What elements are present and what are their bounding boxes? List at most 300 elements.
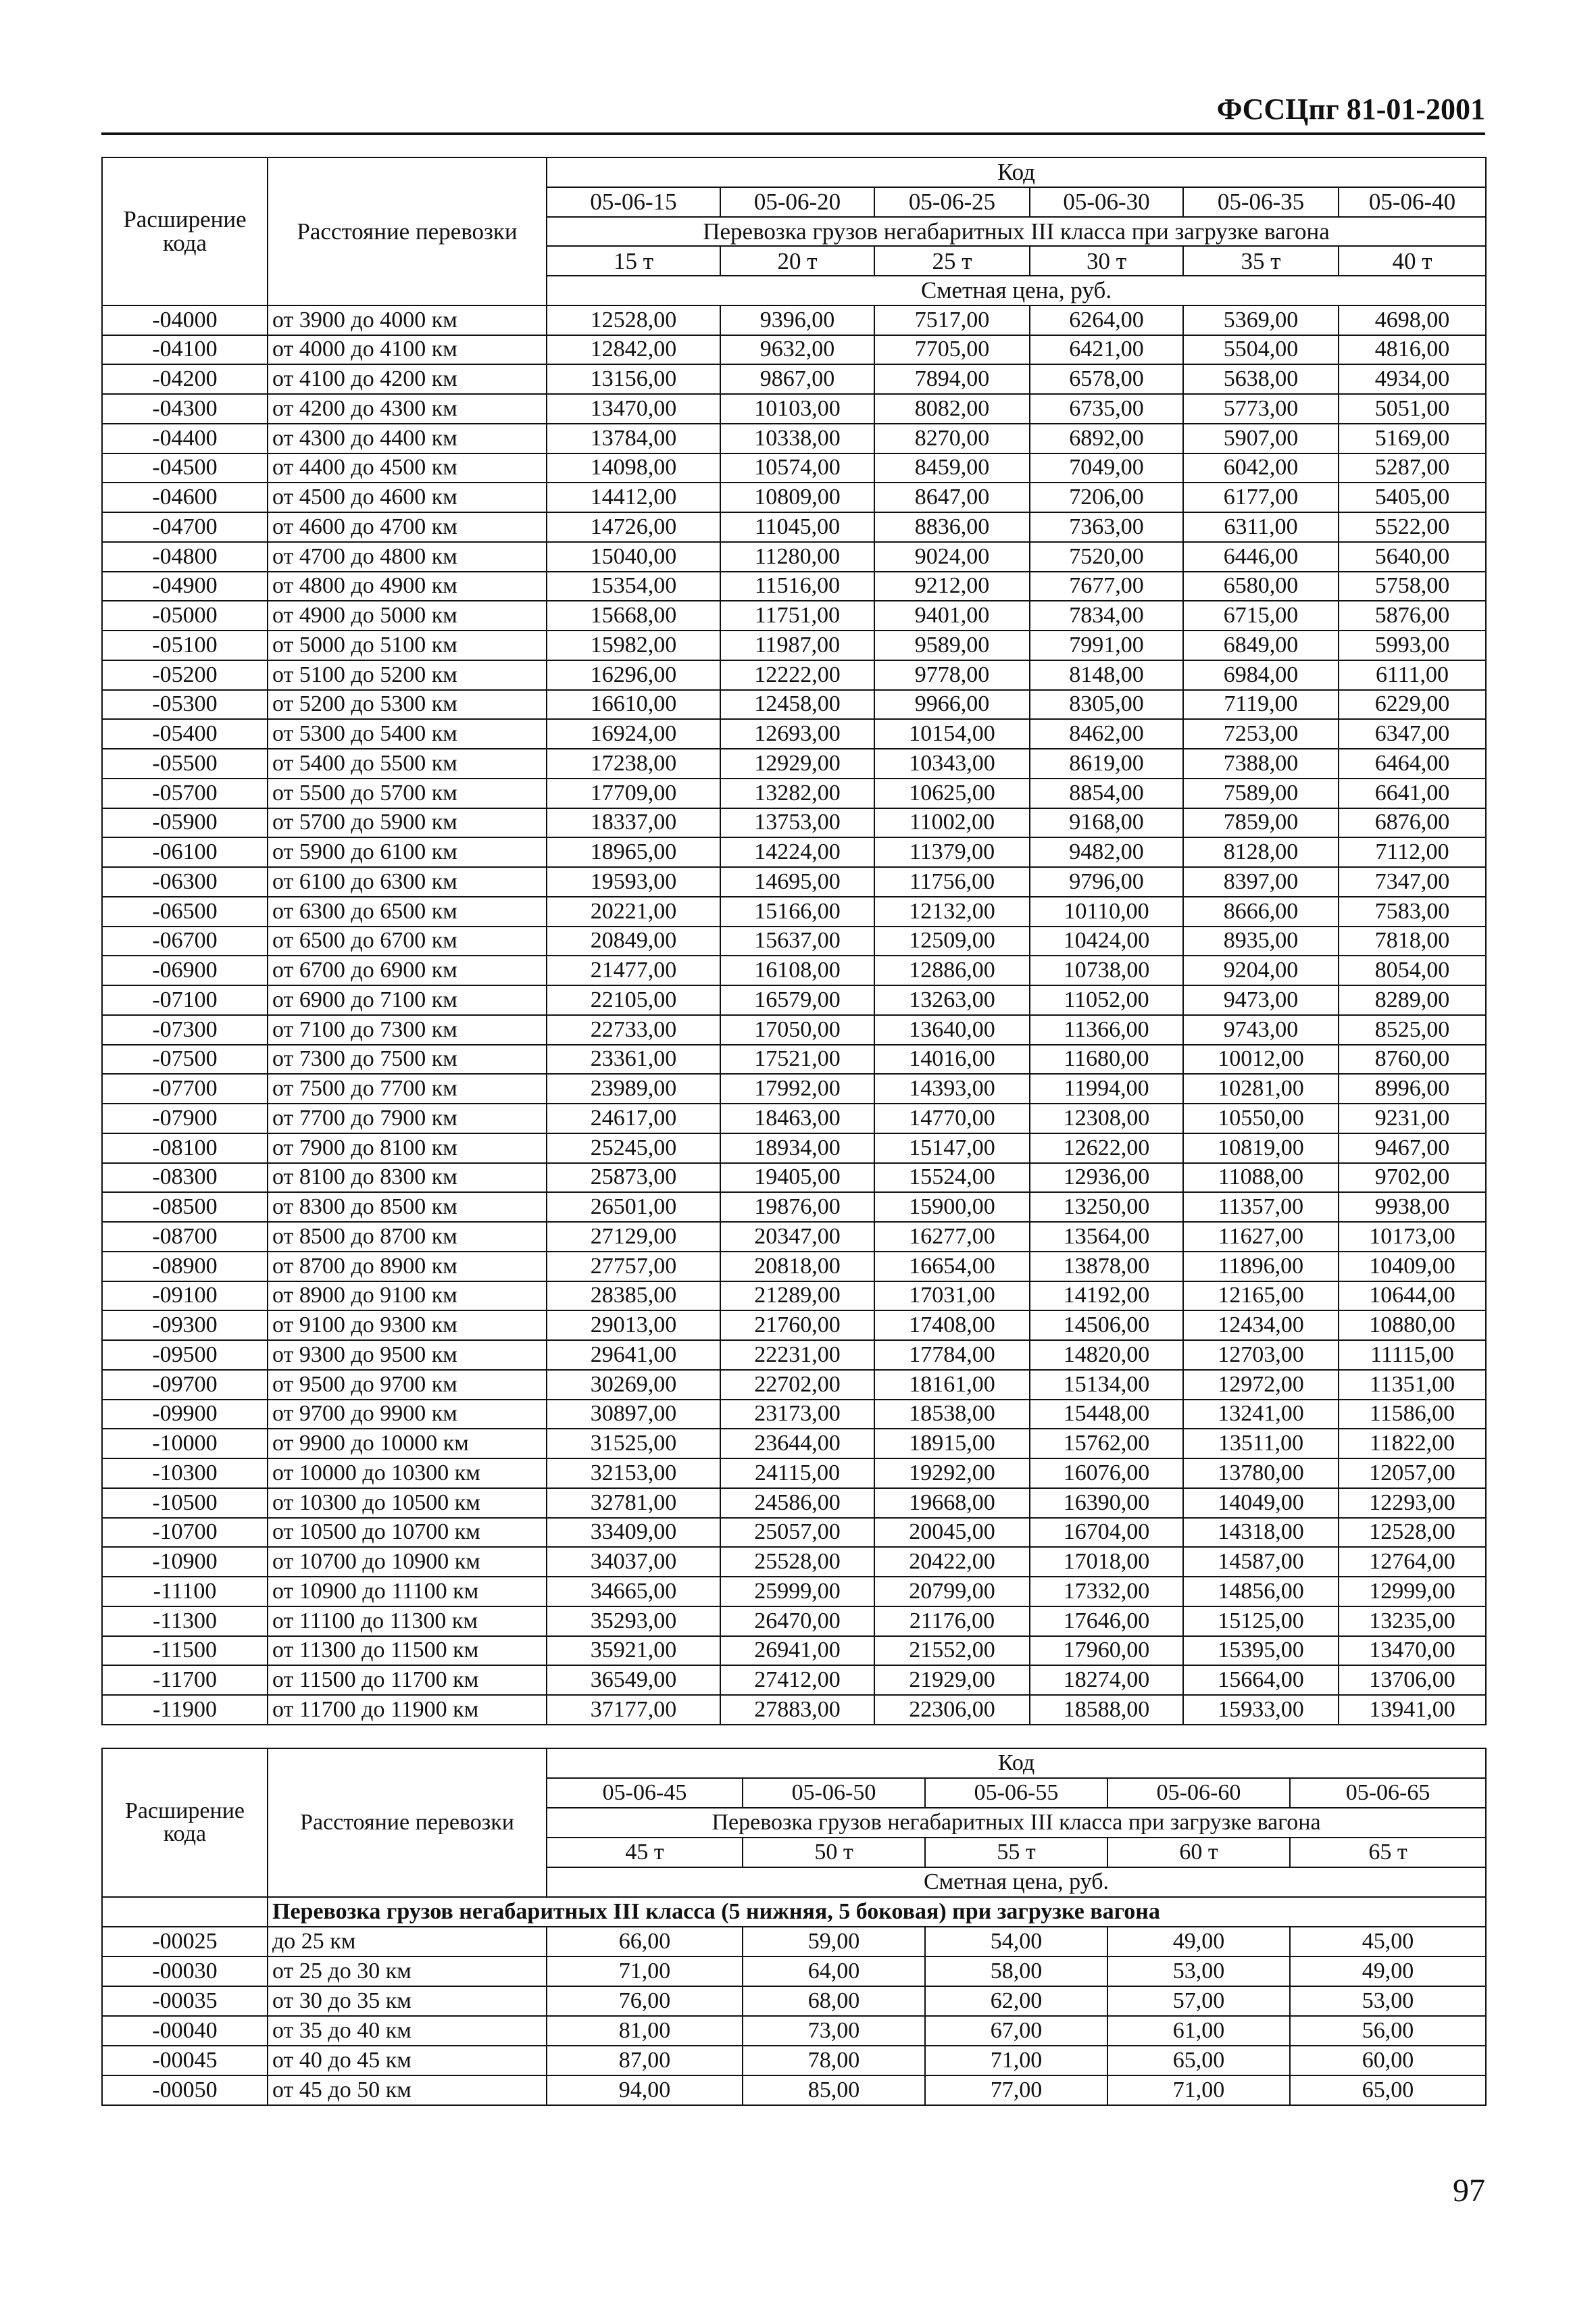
table-row — [102, 1045, 1486, 1075]
table-row — [102, 779, 1486, 808]
distance-cell: от 4500 до 4600 км — [268, 483, 547, 512]
price-cell: 25057,00 — [720, 1518, 874, 1548]
distance-cell: от 4900 до 5000 км — [268, 601, 547, 631]
price-cell: 8525,00 — [1339, 1015, 1486, 1045]
table-row — [102, 1163, 1486, 1193]
price-cell: 7206,00 — [1030, 483, 1183, 512]
price-cell: 7818,00 — [1339, 927, 1486, 956]
price-cell: 11896,00 — [1183, 1252, 1339, 1281]
price-cell: 27757,00 — [547, 1252, 720, 1281]
code-cell: 05-06-45 — [547, 1778, 743, 1808]
ext-code-cell: -00040 — [102, 2016, 268, 2046]
price-cell: 15040,00 — [547, 542, 720, 572]
price-cell: 18274,00 — [1030, 1665, 1183, 1695]
price-cell: 15668,00 — [547, 601, 720, 631]
price-cell: 15125,00 — [1183, 1606, 1339, 1636]
price-header: Сметная цена, руб. — [547, 276, 1486, 305]
price-cell: 20818,00 — [720, 1252, 874, 1281]
price-cell: 7834,00 — [1030, 601, 1183, 631]
distance-cell: от 11300 до 11500 км — [268, 1636, 547, 1666]
price-header-2: Сметная цена, руб. — [547, 1867, 1486, 1897]
price-cell: 53,00 — [1107, 1956, 1290, 1986]
price-cell: 11680,00 — [1030, 1045, 1183, 1075]
distance-cell: от 4600 до 4700 км — [268, 512, 547, 542]
price-cell: 16277,00 — [874, 1222, 1030, 1252]
price-cell: 23361,00 — [547, 1045, 720, 1075]
price-cell: 11987,00 — [720, 631, 874, 660]
ext-code-cell: -09700 — [102, 1370, 268, 1400]
price-cell: 87,00 — [547, 2046, 743, 2075]
price-cell: 11280,00 — [720, 542, 874, 572]
ext-code-cell: -08300 — [102, 1163, 268, 1193]
price-cell: 14856,00 — [1183, 1577, 1339, 1606]
price-cell: 49,00 — [1107, 1927, 1290, 1956]
price-cell: 10154,00 — [874, 719, 1030, 749]
ext-code-cell: -05500 — [102, 749, 268, 779]
price-cell: 10173,00 — [1339, 1222, 1486, 1252]
load-cell: 40 т — [1339, 246, 1486, 276]
price-cell: 9778,00 — [874, 660, 1030, 690]
table-row — [102, 808, 1486, 838]
table-row — [102, 1310, 1486, 1340]
price-cell: 9024,00 — [874, 542, 1030, 572]
ext-code-cell: -09100 — [102, 1281, 268, 1311]
ext-code-cell: -05000 — [102, 601, 268, 631]
price-cell: 6347,00 — [1339, 719, 1486, 749]
price-cell: 9396,00 — [720, 305, 874, 335]
price-cell: 25245,00 — [547, 1133, 720, 1163]
price-cell: 54,00 — [925, 1927, 1107, 1956]
ext-code-header-2: Расширение кода — [102, 1748, 268, 1897]
price-cell: 59,00 — [743, 1927, 925, 1956]
price-cell: 24586,00 — [720, 1488, 874, 1518]
price-cell: 6984,00 — [1183, 660, 1339, 690]
table-row — [102, 1192, 1486, 1222]
table-row — [102, 1281, 1486, 1311]
price-cell: 12528,00 — [1339, 1518, 1486, 1548]
price-cell: 8666,00 — [1183, 897, 1339, 927]
table-row — [102, 749, 1486, 779]
distance-header: Расстояние перевозки — [268, 157, 547, 305]
table-row — [102, 1665, 1486, 1695]
price-cell: 9796,00 — [1030, 867, 1183, 897]
price-cell: 15524,00 — [874, 1163, 1030, 1193]
table-row — [102, 1222, 1486, 1252]
price-cell: 15637,00 — [720, 927, 874, 956]
price-cell: 11627,00 — [1183, 1222, 1339, 1252]
price-cell: 45,00 — [1290, 1927, 1486, 1956]
price-cell: 13470,00 — [547, 394, 720, 424]
price-cell: 8459,00 — [874, 453, 1030, 483]
price-cell: 19405,00 — [720, 1163, 874, 1193]
price-cell: 68,00 — [743, 1986, 925, 2016]
price-cell: 23989,00 — [547, 1074, 720, 1104]
price-cell: 19668,00 — [874, 1488, 1030, 1518]
code-cell: 05-06-50 — [743, 1778, 925, 1808]
distance-cell: от 10700 до 10900 км — [268, 1547, 547, 1577]
table-row — [102, 2016, 1486, 2046]
distance-cell: от 11500 до 11700 км — [268, 1665, 547, 1695]
price-cell: 56,00 — [1290, 2016, 1486, 2046]
code-cell: 05-06-35 — [1183, 187, 1339, 217]
price-cell: 12165,00 — [1183, 1281, 1339, 1311]
price-cell: 10110,00 — [1030, 897, 1183, 927]
price-cell: 10103,00 — [720, 394, 874, 424]
table-row — [102, 1340, 1486, 1370]
price-cell: 58,00 — [925, 1956, 1107, 1986]
price-cell: 23173,00 — [720, 1400, 874, 1429]
price-cell: 16076,00 — [1030, 1458, 1183, 1488]
price-cell: 4816,00 — [1339, 335, 1486, 365]
distance-cell: от 35 до 40 км — [268, 2016, 547, 2046]
price-cell: 13753,00 — [720, 808, 874, 838]
price-cell: 13470,00 — [1339, 1636, 1486, 1666]
price-cell: 4934,00 — [1339, 364, 1486, 394]
ext-code-cell: -08500 — [102, 1192, 268, 1222]
price-cell: 7991,00 — [1030, 631, 1183, 660]
header-rule — [101, 132, 1485, 135]
price-cell: 13640,00 — [874, 1015, 1030, 1045]
price-cell: 9867,00 — [720, 364, 874, 394]
table-row — [102, 631, 1486, 660]
code-cell: 05-06-20 — [720, 187, 874, 217]
price-cell: 6446,00 — [1183, 542, 1339, 572]
distance-cell: от 25 до 30 км — [268, 1956, 547, 1986]
price-cell: 9212,00 — [874, 572, 1030, 601]
distance-cell: от 5900 до 6100 км — [268, 837, 547, 867]
price-cell: 85,00 — [743, 2075, 925, 2105]
distance-cell: от 5100 до 5200 км — [268, 660, 547, 690]
price-cell: 17238,00 — [547, 749, 720, 779]
price-cell: 17784,00 — [874, 1340, 1030, 1370]
price-cell: 15900,00 — [874, 1192, 1030, 1222]
price-cell: 15147,00 — [874, 1133, 1030, 1163]
price-cell: 66,00 — [547, 1927, 743, 1956]
ext-code-header: Расширение кода — [102, 157, 268, 305]
price-cell: 7049,00 — [1030, 453, 1183, 483]
price-cell: 6892,00 — [1030, 424, 1183, 453]
document-code: ФССЦпг 81-01-2001 — [1216, 93, 1485, 126]
price-cell: 9589,00 — [874, 631, 1030, 660]
table-row — [102, 1252, 1486, 1281]
table-row — [102, 394, 1486, 424]
ext-code-cell: -10500 — [102, 1488, 268, 1518]
price-cell: 17031,00 — [874, 1281, 1030, 1311]
price-cell: 9204,00 — [1183, 956, 1339, 985]
price-cell: 8289,00 — [1339, 985, 1486, 1015]
price-cell: 16704,00 — [1030, 1518, 1183, 1548]
price-cell: 25528,00 — [720, 1547, 874, 1577]
price-cell: 18934,00 — [720, 1133, 874, 1163]
distance-cell: от 11100 до 11300 км — [268, 1606, 547, 1636]
price-cell: 15664,00 — [1183, 1665, 1339, 1695]
price-cell: 9702,00 — [1339, 1163, 1486, 1193]
price-cell: 7347,00 — [1339, 867, 1486, 897]
table-row — [102, 512, 1486, 542]
price-cell: 14587,00 — [1183, 1547, 1339, 1577]
price-cell: 29013,00 — [547, 1310, 720, 1340]
price-cell: 28385,00 — [547, 1281, 720, 1311]
distance-cell: от 7300 до 7500 км — [268, 1045, 547, 1075]
price-cell: 11002,00 — [874, 808, 1030, 838]
ext-code-cell: -00035 — [102, 1986, 268, 2016]
price-cell: 26470,00 — [720, 1606, 874, 1636]
price-cell: 22105,00 — [547, 985, 720, 1015]
price-cell: 15395,00 — [1183, 1636, 1339, 1666]
ext-code-cell: -07700 — [102, 1074, 268, 1104]
ext-code-cell: -11900 — [102, 1695, 268, 1725]
price-cell: 4698,00 — [1339, 305, 1486, 335]
distance-cell: от 9100 до 9300 км — [268, 1310, 547, 1340]
price-cell: 15448,00 — [1030, 1400, 1183, 1429]
table-row — [102, 1956, 1486, 1986]
table-row — [102, 1458, 1486, 1488]
table-row — [102, 927, 1486, 956]
table-row — [102, 305, 1486, 335]
price-cell: 16108,00 — [720, 956, 874, 985]
code-header-2: Код — [547, 1748, 1486, 1778]
price-cell: 16579,00 — [720, 985, 874, 1015]
ext-code-cell: -00050 — [102, 2075, 268, 2105]
price-cell: 10343,00 — [874, 749, 1030, 779]
price-cell: 17018,00 — [1030, 1547, 1183, 1577]
load-cell: 60 т — [1107, 1838, 1290, 1867]
price-cell: 17408,00 — [874, 1310, 1030, 1340]
ext-code-cell: -06100 — [102, 837, 268, 867]
price-cell: 10738,00 — [1030, 956, 1183, 985]
price-cell: 8305,00 — [1030, 690, 1183, 720]
price-cell: 11045,00 — [720, 512, 874, 542]
distance-cell: от 5500 до 5700 км — [268, 779, 547, 808]
distance-cell: от 4100 до 4200 км — [268, 364, 547, 394]
price-cell: 34037,00 — [547, 1547, 720, 1577]
price-cell: 12929,00 — [720, 749, 874, 779]
distance-cell: от 6700 до 6900 км — [268, 956, 547, 985]
code-cell: 05-06-25 — [874, 187, 1030, 217]
ext-code-cell: -11500 — [102, 1636, 268, 1666]
price-table-1 — [101, 157, 1487, 1725]
price-cell: 15982,00 — [547, 631, 720, 660]
table-row — [102, 1429, 1486, 1458]
price-cell: 7520,00 — [1030, 542, 1183, 572]
ext-code-cell: -10000 — [102, 1429, 268, 1458]
price-cell: 77,00 — [925, 2075, 1107, 2105]
price-cell: 9231,00 — [1339, 1104, 1486, 1133]
ext-code-cell: -10900 — [102, 1547, 268, 1577]
table-row — [102, 1015, 1486, 1045]
price-cell: 8935,00 — [1183, 927, 1339, 956]
distance-cell: от 8500 до 8700 км — [268, 1222, 547, 1252]
table-row — [102, 1636, 1486, 1666]
price-cell: 18161,00 — [874, 1370, 1030, 1400]
distance-cell: от 10900 до 11100 км — [268, 1577, 547, 1606]
ext-code-cell: -07300 — [102, 1015, 268, 1045]
price-cell: 22231,00 — [720, 1340, 874, 1370]
page-number: 97 — [1453, 2173, 1485, 2209]
distance-cell: от 10500 до 10700 км — [268, 1518, 547, 1548]
price-cell: 12308,00 — [1030, 1104, 1183, 1133]
price-cell: 5993,00 — [1339, 631, 1486, 660]
table-row — [102, 1695, 1486, 1725]
price-cell: 7119,00 — [1183, 690, 1339, 720]
price-cell: 30269,00 — [547, 1370, 720, 1400]
price-cell: 6464,00 — [1339, 749, 1486, 779]
price-cell: 32153,00 — [547, 1458, 720, 1488]
price-cell: 11366,00 — [1030, 1015, 1183, 1045]
price-cell: 11115,00 — [1339, 1340, 1486, 1370]
price-cell: 13235,00 — [1339, 1606, 1486, 1636]
price-cell: 6641,00 — [1339, 779, 1486, 808]
price-cell: 11379,00 — [874, 837, 1030, 867]
price-cell: 11052,00 — [1030, 985, 1183, 1015]
price-cell: 12622,00 — [1030, 1133, 1183, 1163]
price-cell: 10424,00 — [1030, 927, 1183, 956]
distance-cell: от 6300 до 6500 км — [268, 897, 547, 927]
ext-code-cell: -08100 — [102, 1133, 268, 1163]
price-cell: 5051,00 — [1339, 394, 1486, 424]
price-cell: 8270,00 — [874, 424, 1030, 453]
distance-header-2: Расстояние перевозки — [268, 1748, 547, 1897]
price-table-2 — [101, 1748, 1487, 2106]
load-cell: 65 т — [1290, 1838, 1486, 1867]
price-cell: 17332,00 — [1030, 1577, 1183, 1606]
table-row — [102, 690, 1486, 720]
price-cell: 35921,00 — [547, 1636, 720, 1666]
price-cell: 15933,00 — [1183, 1695, 1339, 1725]
table-row — [102, 364, 1486, 394]
distance-cell: от 6900 до 7100 км — [268, 985, 547, 1015]
ext-code-cell: -10300 — [102, 1458, 268, 1488]
distance-cell: от 10000 до 10300 км — [268, 1458, 547, 1488]
table-row — [102, 985, 1486, 1015]
table-row — [102, 1986, 1486, 2016]
ext-code-cell: -11700 — [102, 1665, 268, 1695]
table-row — [102, 837, 1486, 867]
distance-cell: от 8900 до 9100 км — [268, 1281, 547, 1311]
table-row — [102, 719, 1486, 749]
price-cell: 9401,00 — [874, 601, 1030, 631]
ext-code-cell: -00045 — [102, 2046, 268, 2075]
price-cell: 6715,00 — [1183, 601, 1339, 631]
price-cell: 18337,00 — [547, 808, 720, 838]
price-cell: 9473,00 — [1183, 985, 1339, 1015]
load-cell: 50 т — [743, 1838, 925, 1867]
price-cell: 14506,00 — [1030, 1310, 1183, 1340]
price-cell: 7363,00 — [1030, 512, 1183, 542]
price-cell: 12703,00 — [1183, 1340, 1339, 1370]
price-cell: 12293,00 — [1339, 1488, 1486, 1518]
price-cell: 25999,00 — [720, 1577, 874, 1606]
ext-code-cell: -04100 — [102, 335, 268, 365]
price-cell: 27412,00 — [720, 1665, 874, 1695]
ext-code-cell: -07100 — [102, 985, 268, 1015]
price-cell: 17050,00 — [720, 1015, 874, 1045]
price-cell: 8996,00 — [1339, 1074, 1486, 1104]
price-cell: 12936,00 — [1030, 1163, 1183, 1193]
price-cell: 10625,00 — [874, 779, 1030, 808]
table-row — [102, 1488, 1486, 1518]
ext-code-cell: -04200 — [102, 364, 268, 394]
ext-code-cell: -11300 — [102, 1606, 268, 1636]
price-cell: 27883,00 — [720, 1695, 874, 1725]
distance-cell: от 6100 до 6300 км — [268, 867, 547, 897]
price-cell: 49,00 — [1290, 1956, 1486, 1986]
price-cell: 20422,00 — [874, 1547, 1030, 1577]
distance-cell: от 4000 до 4100 км — [268, 335, 547, 365]
price-cell: 13706,00 — [1339, 1665, 1486, 1695]
price-cell: 14770,00 — [874, 1104, 1030, 1133]
price-cell: 20849,00 — [547, 927, 720, 956]
price-cell: 9168,00 — [1030, 808, 1183, 838]
price-cell: 7589,00 — [1183, 779, 1339, 808]
price-cell: 14820,00 — [1030, 1340, 1183, 1370]
ext-code-cell: -06300 — [102, 867, 268, 897]
table-row — [102, 601, 1486, 631]
price-cell: 8619,00 — [1030, 749, 1183, 779]
table-row — [102, 1400, 1486, 1429]
ext-code-cell: -05100 — [102, 631, 268, 660]
price-cell: 5907,00 — [1183, 424, 1339, 453]
price-cell: 32781,00 — [547, 1488, 720, 1518]
price-cell: 7583,00 — [1339, 897, 1486, 927]
ext-code-cell: -09500 — [102, 1340, 268, 1370]
price-cell: 12132,00 — [874, 897, 1030, 927]
price-cell: 9743,00 — [1183, 1015, 1339, 1045]
price-cell: 8397,00 — [1183, 867, 1339, 897]
price-cell: 12458,00 — [720, 690, 874, 720]
price-cell: 6876,00 — [1339, 808, 1486, 838]
price-cell: 11586,00 — [1339, 1400, 1486, 1429]
ext-code-cell: -04600 — [102, 483, 268, 512]
price-cell: 64,00 — [743, 1956, 925, 1986]
price-cell: 12222,00 — [720, 660, 874, 690]
price-cell: 6580,00 — [1183, 572, 1339, 601]
price-cell: 25873,00 — [547, 1163, 720, 1193]
distance-cell: от 11700 до 11900 км — [268, 1695, 547, 1725]
ext-code-cell: -05900 — [102, 808, 268, 838]
price-cell: 13156,00 — [547, 364, 720, 394]
price-cell: 11516,00 — [720, 572, 874, 601]
price-cell: 18915,00 — [874, 1429, 1030, 1458]
price-cell: 10819,00 — [1183, 1133, 1339, 1163]
price-cell: 9632,00 — [720, 335, 874, 365]
price-cell: 61,00 — [1107, 2016, 1290, 2046]
table-row — [102, 1606, 1486, 1636]
price-cell: 18965,00 — [547, 837, 720, 867]
ext-code-cell: -04400 — [102, 424, 268, 453]
code-header: Код — [547, 157, 1486, 187]
ext-code-cell: -08900 — [102, 1252, 268, 1281]
distance-cell: от 8100 до 8300 км — [268, 1163, 547, 1193]
price-cell: 65,00 — [1290, 2075, 1486, 2105]
price-cell: 12509,00 — [874, 927, 1030, 956]
price-cell: 6578,00 — [1030, 364, 1183, 394]
table-row — [102, 453, 1486, 483]
price-cell: 13250,00 — [1030, 1192, 1183, 1222]
price-cell: 13263,00 — [874, 985, 1030, 1015]
price-cell: 12886,00 — [874, 956, 1030, 985]
price-cell: 13784,00 — [547, 424, 720, 453]
load-cell: 20 т — [720, 246, 874, 276]
price-cell: 11088,00 — [1183, 1163, 1339, 1193]
price-cell: 30897,00 — [547, 1400, 720, 1429]
price-cell: 94,00 — [547, 2075, 743, 2105]
ext-code-cell: -07900 — [102, 1104, 268, 1133]
price-cell: 8054,00 — [1339, 956, 1486, 985]
price-cell: 5522,00 — [1339, 512, 1486, 542]
distance-cell: от 4800 до 4900 км — [268, 572, 547, 601]
price-cell: 22733,00 — [547, 1015, 720, 1045]
